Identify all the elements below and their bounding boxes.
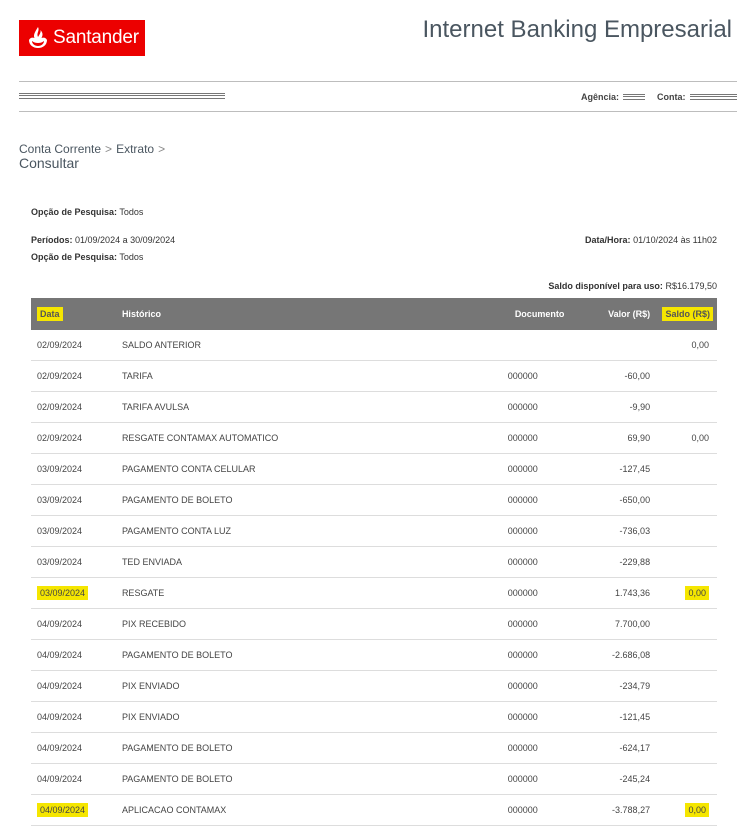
table-row — [31, 640, 717, 671]
cell-historico: PIX ENVIADO — [122, 671, 508, 702]
cell-documento: 000000 — [508, 795, 572, 826]
page-title: Consultar — [19, 155, 79, 171]
cell-documento: 000000 — [508, 578, 572, 609]
saldo-disponivel — [548, 281, 717, 291]
cell-data: 04/09/2024 — [31, 702, 122, 733]
santander-logo[interactable] — [19, 20, 145, 56]
cell-data: 02/09/2024 — [31, 330, 122, 361]
cell-valor: -9,90 — [571, 392, 650, 423]
header-saldo[interactable]: Saldo (R$) — [650, 298, 717, 330]
agencia-label: Agência: — [581, 92, 620, 102]
cell-saldo — [650, 671, 717, 702]
datahora-info — [585, 235, 717, 245]
cell-valor: -650,00 — [571, 485, 650, 516]
flame-icon — [27, 26, 49, 50]
cell-saldo — [650, 547, 717, 578]
periodo-info — [31, 235, 175, 245]
cell-documento: 000000 — [508, 609, 572, 640]
cell-documento: 000000 — [508, 547, 572, 578]
table-row — [31, 516, 717, 547]
cell-data: 03/09/2024 — [31, 485, 122, 516]
app-title: Internet Banking Empresarial — [422, 16, 732, 43]
datahora-label: Data/Hora: — [585, 235, 631, 245]
table-body — [31, 330, 717, 826]
cell-valor: -245,24 — [571, 764, 650, 795]
cell-saldo — [650, 516, 717, 547]
header-divider-bottom — [19, 111, 737, 112]
table-row — [31, 795, 717, 826]
cell-saldo — [650, 609, 717, 640]
cell-documento: 000000 — [508, 702, 572, 733]
cell-documento: 000000 — [508, 764, 572, 795]
extrato-table — [31, 298, 717, 826]
cell-documento: 000000 — [508, 733, 572, 764]
cell-documento: 000000 — [508, 361, 572, 392]
cell-documento: 000000 — [508, 454, 572, 485]
cell-historico: PAGAMENTO CONTA CELULAR — [122, 454, 508, 485]
cell-saldo: 0,00 — [650, 423, 717, 454]
table-row — [31, 609, 717, 640]
saldo-value: R$16.179,50 — [665, 281, 717, 291]
cell-documento: 000000 — [508, 640, 572, 671]
table-row — [31, 454, 717, 485]
redacted-conta — [690, 94, 737, 100]
logo-text: Santander — [53, 27, 139, 48]
opcao-label: Opção de Pesquisa: — [31, 252, 118, 262]
cell-documento: 000000 — [508, 423, 572, 454]
cell-valor: 1.743,36 — [571, 578, 650, 609]
cell-valor: 7.700,00 — [571, 609, 650, 640]
table-row — [31, 547, 717, 578]
cell-data: 02/09/2024 — [31, 361, 122, 392]
table-row — [31, 330, 717, 361]
datahora-value: 01/10/2024 às 11h02 — [633, 235, 717, 245]
cell-data: 03/09/2024 — [31, 516, 122, 547]
cell-documento — [508, 330, 572, 361]
cell-data: 04/09/2024 — [31, 795, 122, 826]
cell-data: 03/09/2024 — [31, 454, 122, 485]
cell-documento: 000000 — [508, 516, 572, 547]
cell-valor: -121,45 — [571, 702, 650, 733]
cell-saldo — [650, 733, 717, 764]
breadcrumb-separator: > — [158, 142, 166, 156]
opcao-value: Todos — [119, 252, 144, 262]
cell-valor: -624,17 — [571, 733, 650, 764]
table-row — [31, 578, 717, 609]
cell-historico: RESGATE CONTAMAX AUTOMATICO — [122, 423, 508, 454]
header-historico[interactable]: Histórico — [122, 298, 508, 330]
cell-valor: -229,88 — [571, 547, 650, 578]
cell-saldo — [650, 764, 717, 795]
cell-historico: PAGAMENTO CONTA LUZ — [122, 516, 508, 547]
cell-historico: TARIFA — [122, 361, 508, 392]
opcao-label: Opção de Pesquisa: — [31, 207, 118, 217]
cell-historico: TARIFA AVULSA — [122, 392, 508, 423]
cell-data: 04/09/2024 — [31, 609, 122, 640]
cell-saldo: 0,00 — [650, 795, 717, 826]
conta-label: Conta: — [657, 92, 686, 102]
breadcrumb-conta-corrente[interactable]: Conta Corrente — [19, 142, 102, 156]
cell-data: 04/09/2024 — [31, 733, 122, 764]
cell-saldo — [650, 485, 717, 516]
opcao-value: Todos — [119, 207, 144, 217]
cell-saldo — [650, 702, 717, 733]
cell-historico: PIX RECEBIDO — [122, 609, 508, 640]
redacted-agencia — [623, 94, 645, 100]
cell-data: 04/09/2024 — [31, 764, 122, 795]
table-row — [31, 485, 717, 516]
periodo-label: Períodos: — [31, 235, 73, 245]
table-row — [31, 423, 717, 454]
header-data[interactable]: Data — [31, 298, 122, 330]
cell-data: 04/09/2024 — [31, 640, 122, 671]
cell-historico: APLICACAO CONTAMAX — [122, 795, 508, 826]
cell-historico: PAGAMENTO DE BOLETO — [122, 485, 508, 516]
cell-historico: PIX ENVIADO — [122, 702, 508, 733]
table-row — [31, 671, 717, 702]
cell-historico: PAGAMENTO DE BOLETO — [122, 764, 508, 795]
opcao-pesquisa-top — [31, 207, 143, 217]
periodo-value: 01/09/2024 a 30/09/2024 — [75, 235, 176, 245]
cell-saldo — [650, 361, 717, 392]
cell-valor — [571, 330, 650, 361]
table-row — [31, 392, 717, 423]
breadcrumb-separator: > — [105, 142, 113, 156]
cell-valor: -234,79 — [571, 671, 650, 702]
cell-saldo: 0,00 — [650, 578, 717, 609]
redacted-company-name — [19, 93, 225, 99]
cell-valor: -736,03 — [571, 516, 650, 547]
table-header-row — [31, 298, 717, 330]
opcao-pesquisa — [31, 252, 143, 262]
cell-valor: -60,00 — [571, 361, 650, 392]
cell-historico: RESGATE — [122, 578, 508, 609]
breadcrumb — [19, 142, 169, 156]
table-row — [31, 733, 717, 764]
cell-data: 03/09/2024 — [31, 547, 122, 578]
cell-valor: -3.788,27 — [571, 795, 650, 826]
header-valor[interactable]: Valor (R$) — [571, 298, 650, 330]
cell-data: 04/09/2024 — [31, 671, 122, 702]
cell-documento: 000000 — [508, 392, 572, 423]
cell-saldo — [650, 454, 717, 485]
cell-valor: -127,45 — [571, 454, 650, 485]
header-divider-top — [19, 81, 737, 82]
cell-data: 03/09/2024 — [31, 578, 122, 609]
cell-historico: SALDO ANTERIOR — [122, 330, 508, 361]
cell-saldo: 0,00 — [650, 330, 717, 361]
cell-saldo — [650, 640, 717, 671]
cell-documento: 000000 — [508, 671, 572, 702]
cell-historico: PAGAMENTO DE BOLETO — [122, 640, 508, 671]
cell-historico: PAGAMENTO DE BOLETO — [122, 733, 508, 764]
table-row — [31, 702, 717, 733]
breadcrumb-extrato[interactable]: Extrato — [116, 142, 155, 156]
header-documento[interactable]: Documento — [508, 298, 572, 330]
table-row — [31, 764, 717, 795]
cell-documento: 000000 — [508, 485, 572, 516]
saldo-label: Saldo disponível para uso: — [548, 281, 663, 291]
cell-data: 02/09/2024 — [31, 392, 122, 423]
table-row — [31, 361, 717, 392]
cell-valor: 69,90 — [571, 423, 650, 454]
cell-historico: TED ENVIADA — [122, 547, 508, 578]
cell-data: 02/09/2024 — [31, 423, 122, 454]
cell-valor: -2.686,08 — [571, 640, 650, 671]
cell-saldo — [650, 392, 717, 423]
